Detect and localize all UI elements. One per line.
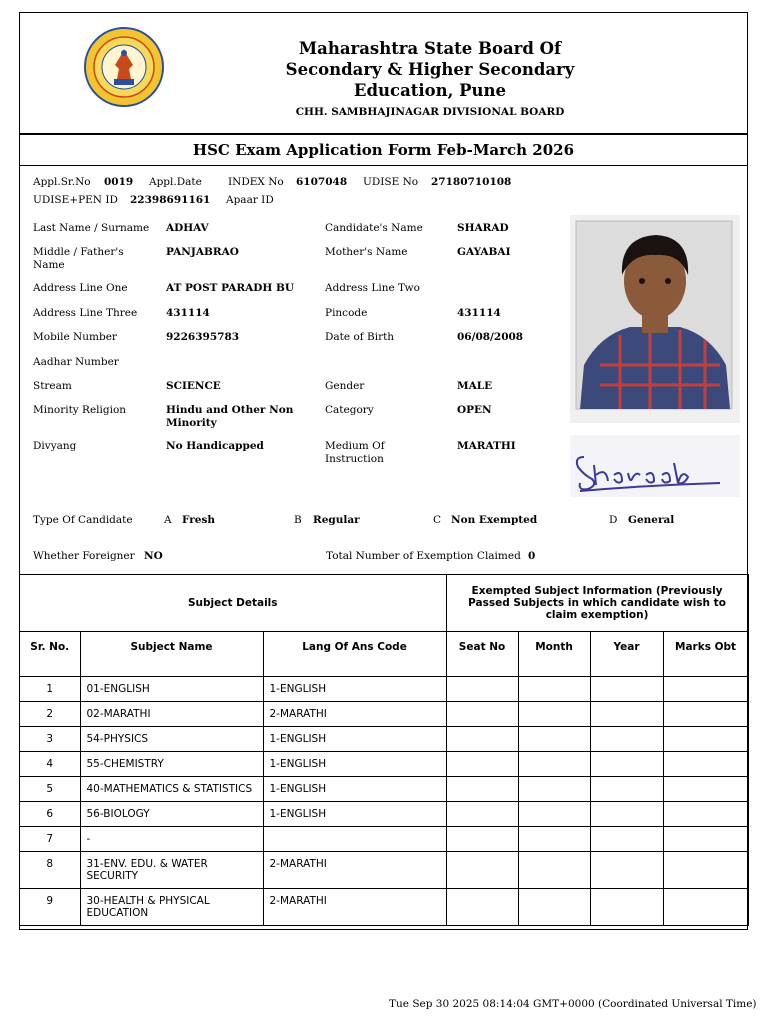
row-seat: [446, 802, 518, 827]
row-year: [590, 889, 663, 926]
row-subject: 02-MARATHI: [80, 702, 263, 727]
row-sr: 2: [20, 702, 80, 727]
appl-date-label: Appl.Date: [149, 176, 202, 188]
row-seat: [446, 727, 518, 752]
row-seat: [446, 702, 518, 727]
udise-pen-label: UDISE+PEN ID: [33, 194, 118, 206]
row-sr: 3: [20, 727, 80, 752]
mobile-label: Mobile Number: [33, 331, 117, 343]
stream-value: SCIENCE: [166, 380, 221, 392]
gender-label: Gender: [325, 380, 365, 392]
last-name-label: Last Name / Surname: [33, 222, 150, 234]
row-month: [518, 777, 590, 802]
row-lang: [263, 827, 446, 852]
row-sr: 9: [20, 889, 80, 926]
candidate-photo: [570, 215, 740, 423]
table-row: [20, 752, 748, 777]
row-month: [518, 827, 590, 852]
table-row: [20, 727, 748, 752]
apaar-label: Apaar ID: [226, 194, 274, 206]
row-seat: [446, 827, 518, 852]
table-row: [20, 802, 748, 827]
middle-name-label: Middle / Father's Name: [33, 246, 124, 271]
candidate-type-label: Type Of Candidate: [33, 514, 133, 526]
candidate-signature: [570, 435, 740, 497]
board-line-2: Secondary & Higher Secondary: [285, 60, 575, 79]
candidate-name-value: SHARAD: [457, 222, 509, 234]
row-sr: 4: [20, 752, 80, 777]
row-subject: 30-HEALTH & PHYSICAL EDUCATION: [80, 889, 263, 926]
row-subject: 55-CHEMISTRY: [80, 752, 263, 777]
row-year: [590, 802, 663, 827]
col-subject-name: Subject Name: [80, 632, 263, 677]
divyang-label: Divyang: [33, 440, 77, 452]
row-lang: 1-ENGLISH: [263, 752, 446, 777]
address-three-label: Address Line Three: [33, 307, 138, 319]
stream-label: Stream: [33, 380, 72, 392]
table-row: [20, 889, 748, 926]
row-subject: 54-PHYSICS: [80, 727, 263, 752]
row-lang: 1-ENGLISH: [263, 677, 446, 702]
row-subject: 31-ENV. EDU. & WATER SECURITY: [80, 852, 263, 889]
mobile-value: 9226395783: [166, 331, 240, 343]
row-year: [590, 752, 663, 777]
col-sr-no: Sr. No.: [20, 632, 80, 677]
print-timestamp: Tue Sep 30 2025 08:14:04 GMT+0000 (Coordinated Universal Time): [389, 998, 757, 1010]
row-year: [590, 827, 663, 852]
minority-value: Hindu and Other Non Minority: [166, 404, 294, 429]
table-row: [20, 827, 748, 852]
row-marks: [663, 727, 748, 752]
row-year: [590, 727, 663, 752]
col-seat-no: Seat No: [446, 632, 518, 677]
row-lang: 2-MARATHI: [263, 702, 446, 727]
row-sr: 5: [20, 777, 80, 802]
type-a-letter: A: [164, 514, 172, 526]
board-seal-logo: [81, 27, 167, 107]
appl-sr-label: Appl.Sr.No: [33, 176, 91, 188]
col-lang-code: Lang Of Ans Code: [263, 632, 446, 677]
row-year: [590, 677, 663, 702]
row-lang: 1-ENGLISH: [263, 727, 446, 752]
col-year: Year: [590, 632, 663, 677]
form-header: [20, 13, 747, 135]
row-seat: [446, 677, 518, 702]
row-month: [518, 752, 590, 777]
address-two-label: Address Line Two: [325, 282, 420, 294]
address-three-value: 431114: [166, 307, 210, 319]
type-c-value: Non Exempted: [451, 514, 538, 526]
row-marks: [663, 677, 748, 702]
category-value: OPEN: [457, 404, 492, 416]
table-group-header: [20, 575, 748, 632]
pincode-value: 431114: [457, 307, 501, 319]
row-year: [590, 777, 663, 802]
udise-pen-value: 22398691161: [130, 194, 211, 206]
row-lang: 2-MARATHI: [263, 852, 446, 889]
table-column-header: [20, 632, 748, 677]
row-subject: 40-MATHEMATICS & STATISTICS: [80, 777, 263, 802]
foreigner-label: Whether Foreigner: [33, 550, 135, 562]
index-label: INDEX No: [228, 176, 284, 188]
exempted-info-header: Exempted Subject Information (Previously Passed Subjects in which candidate wish to claim exemption): [446, 575, 748, 632]
row-month: [518, 802, 590, 827]
col-month: Month: [518, 632, 590, 677]
last-name-value: ADHAV: [166, 222, 209, 234]
row-month: [518, 889, 590, 926]
row-month: [518, 677, 590, 702]
mother-name-label: Mother's Name: [325, 246, 408, 258]
aadhar-label: Aadhar Number: [33, 356, 119, 368]
exemption-label: Total Number of Exemption Claimed: [326, 550, 521, 562]
row-sr: 1: [20, 677, 80, 702]
index-value: 6107048: [296, 176, 348, 188]
row-marks: [663, 777, 748, 802]
table-row: [20, 677, 748, 702]
type-d-letter: D: [609, 514, 618, 526]
row-subject: 56-BIOLOGY: [80, 802, 263, 827]
type-d-value: General: [628, 514, 675, 526]
minority-label: Minority Religion: [33, 404, 127, 416]
row-year: [590, 852, 663, 889]
row-sr: 7: [20, 827, 80, 852]
row-marks: [663, 827, 748, 852]
type-b-letter: B: [294, 514, 302, 526]
col-marks-obt: Marks Obt: [663, 632, 748, 677]
table-row: [20, 702, 748, 727]
division-name: CHH. SAMBHAJINAGAR DIVISIONAL BOARD: [295, 106, 565, 118]
row-lang: 2-MARATHI: [263, 889, 446, 926]
row-seat: [446, 889, 518, 926]
row-month: [518, 702, 590, 727]
exemption-value: 0: [528, 550, 536, 562]
row-seat: [446, 852, 518, 889]
table-row: [20, 852, 748, 889]
row-marks: [663, 889, 748, 926]
medium-label: Medium Of Instruction: [325, 440, 385, 465]
foreigner-value: NO: [144, 550, 163, 562]
row-lang: 1-ENGLISH: [263, 777, 446, 802]
address-one-label: Address Line One: [33, 282, 128, 294]
candidate-name-label: Candidate's Name: [325, 222, 423, 234]
mother-name-value: GAYABAI: [457, 246, 511, 258]
form-title: HSC Exam Application Form Feb-March 2026: [20, 135, 747, 166]
row-seat: [446, 752, 518, 777]
row-marks: [663, 702, 748, 727]
category-label: Category: [325, 404, 374, 416]
address-one-value: AT POST PARADH BU: [166, 282, 294, 294]
row-seat: [446, 777, 518, 802]
application-form: [19, 12, 748, 930]
appl-sr-value: 0019: [104, 176, 134, 188]
medium-value: MARATHI: [457, 440, 516, 452]
udise-label: UDISE No: [363, 176, 419, 188]
table-row: [20, 777, 748, 802]
board-line-1: Maharashtra State Board Of: [298, 39, 562, 58]
row-lang: 1-ENGLISH: [263, 802, 446, 827]
row-year: [590, 702, 663, 727]
row-marks: [663, 802, 748, 827]
divyang-value: No Handicapped: [166, 440, 264, 452]
type-b-value: Regular: [313, 514, 360, 526]
pincode-label: Pincode: [325, 307, 368, 319]
subject-details-header: Subject Details: [20, 575, 446, 632]
row-sr: 8: [20, 852, 80, 889]
type-c-letter: C: [433, 514, 442, 526]
gender-value: MALE: [457, 380, 493, 392]
type-a-value: Fresh: [182, 514, 216, 526]
subject-table: [20, 574, 749, 926]
row-month: [518, 727, 590, 752]
middle-name-value: PANJABRAO: [166, 246, 239, 258]
row-marks: [663, 752, 748, 777]
row-subject: -: [80, 827, 263, 852]
board-name: [240, 38, 620, 101]
row-subject: 01-ENGLISH: [80, 677, 263, 702]
dob-value: 06/08/2008: [457, 331, 524, 343]
row-sr: 6: [20, 802, 80, 827]
row-marks: [663, 852, 748, 889]
board-line-3: Education, Pune: [353, 81, 507, 100]
udise-value: 27180710108: [431, 176, 512, 188]
dob-label: Date of Birth: [325, 331, 395, 343]
row-month: [518, 852, 590, 889]
